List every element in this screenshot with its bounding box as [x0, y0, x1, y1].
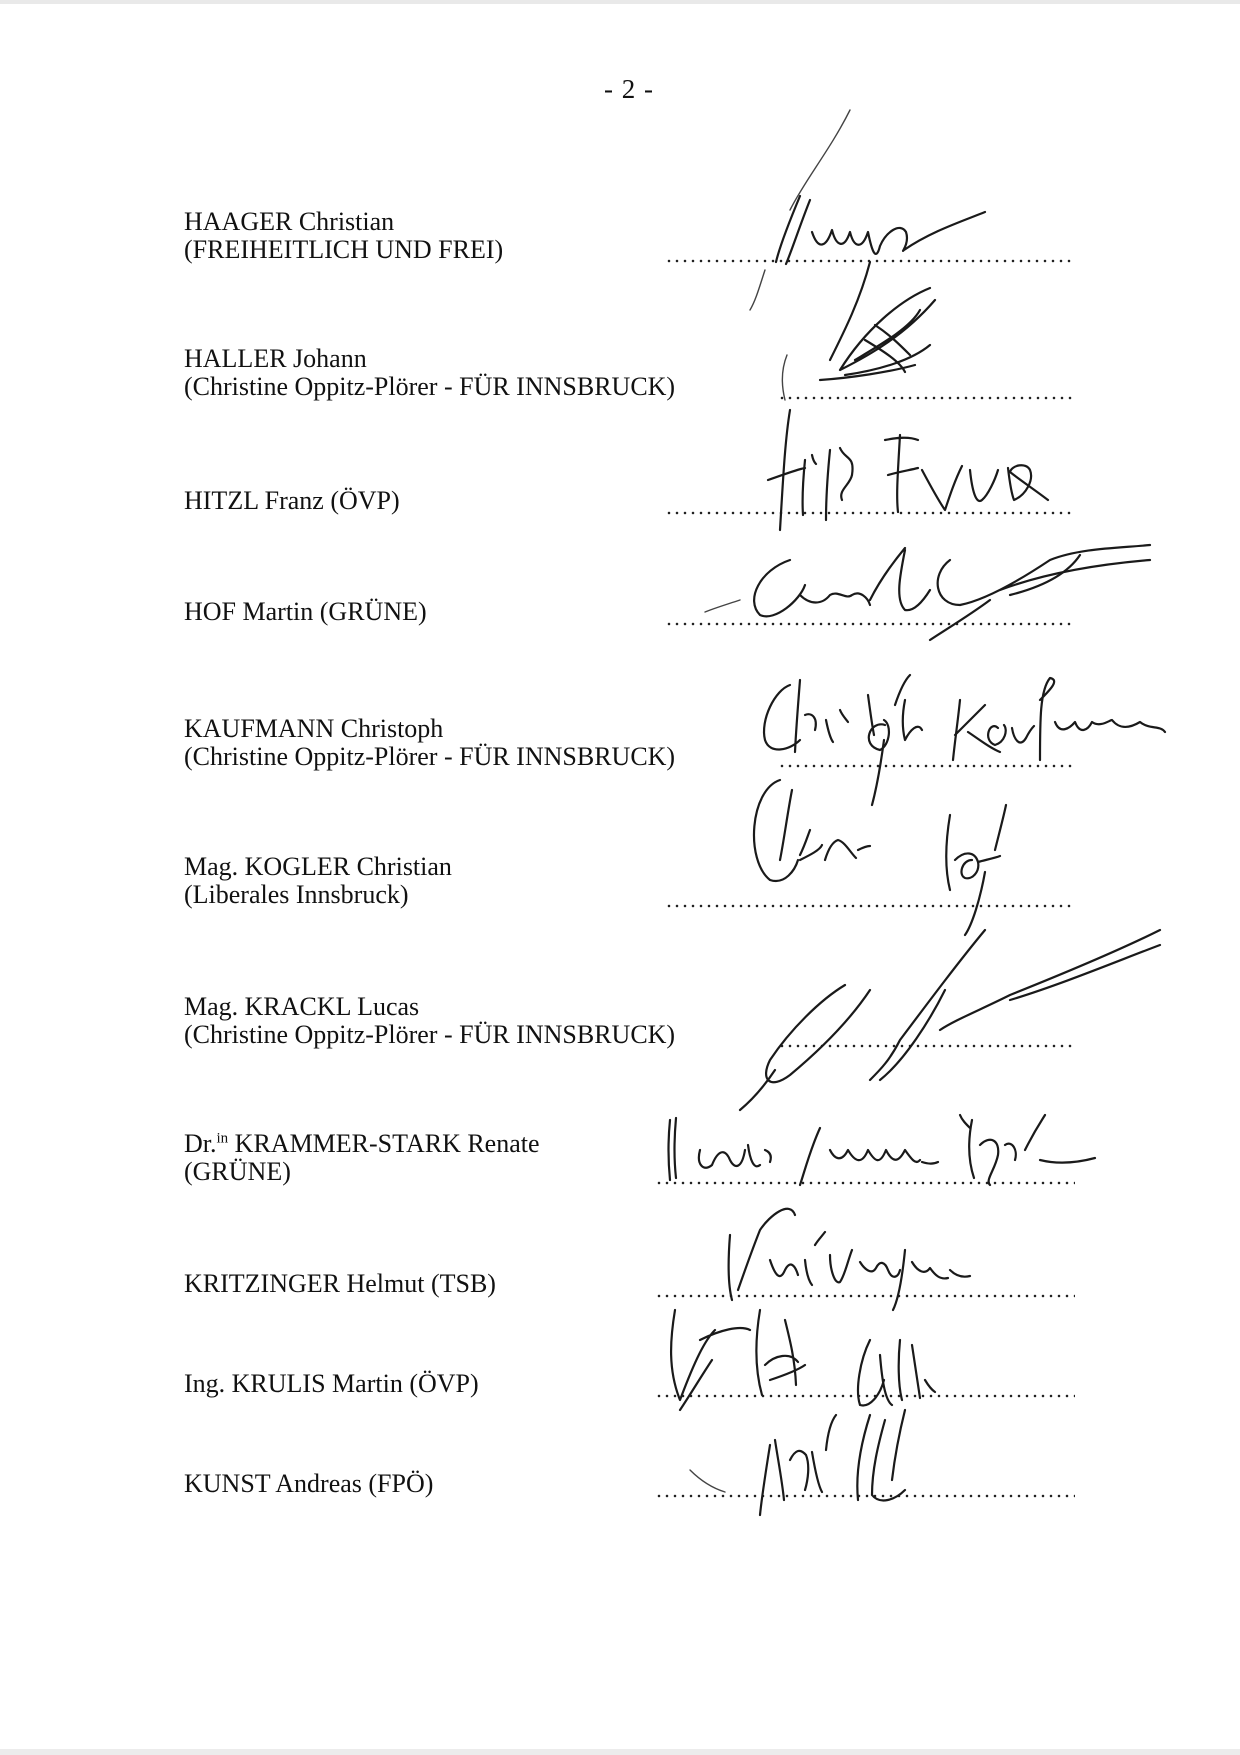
page-number: - 2 - — [604, 74, 654, 104]
signatory-entry — [184, 993, 675, 1049]
handwritten-signature-krammer-stark-icon — [669, 1115, 1096, 1185]
signature-line — [665, 259, 1075, 263]
signature-line — [655, 1181, 1075, 1185]
signatory-party: (Christine Oppitz-Plörer - FÜR INNSBRUCK) — [184, 1020, 676, 1049]
signatory-name: HAAGER Christian — [184, 207, 395, 236]
handwritten-signature-kaufmann-icon — [764, 675, 1165, 805]
signatory-entry — [184, 208, 503, 264]
signatory-party: (GRÜNE) — [184, 1157, 291, 1186]
signatory-name: KUNST Andreas (FPÖ) — [184, 1469, 434, 1498]
handwritten-signature-kogler-icon — [754, 780, 1006, 935]
signature-line — [655, 1394, 1075, 1398]
signatory-party: (Christine Oppitz-Plörer - FÜR INNSBRUCK) — [184, 372, 676, 401]
scan-top-edge — [0, 0, 1240, 4]
signatory-entry — [184, 715, 675, 771]
signatory-name: KRITZINGER Helmut (TSB) — [184, 1269, 496, 1298]
signatory-name: Dr.$^{in}$ KRAMMER-STARK Renate — [184, 1129, 540, 1158]
signature-line — [778, 764, 1075, 768]
handwritten-signature-haager-icon — [750, 110, 985, 360]
handwritten-signature-krackl-icon — [740, 930, 1160, 1110]
signatory-name: Ing. KRULIS Martin (ÖVP) — [184, 1369, 479, 1398]
signatory-name: Mag. KRACKL Lucas — [184, 992, 420, 1021]
signatory-party: (Christine Oppitz-Plörer - FÜR INNSBRUCK) — [184, 742, 676, 771]
signatory-name: HALLER Johann — [184, 344, 367, 373]
signatory-entry — [184, 1470, 433, 1498]
signatory-entry — [184, 853, 452, 909]
signatory-party: (FREIHEITLICH UND FREI) — [184, 235, 504, 264]
signatory-name: Mag. KOGLER Christian — [184, 852, 452, 881]
signatory-entry — [184, 598, 427, 626]
signatory-entry — [184, 1130, 540, 1186]
signatory-name: HITZL Franz (ÖVP) — [184, 486, 400, 515]
signature-line — [778, 396, 1075, 400]
signature-line — [665, 904, 1075, 908]
signatory-entry — [184, 487, 400, 515]
signatory-party: (Liberales Innsbruck) — [184, 880, 409, 909]
signatory-name: HOF Martin (GRÜNE) — [184, 597, 427, 626]
scan-bottom-edge — [0, 1749, 1240, 1755]
signature-line — [655, 1494, 1075, 1498]
handwritten-signature-haller-icon — [782, 288, 935, 400]
signatory-name: KAUFMANN Christoph — [184, 714, 444, 743]
signature-line — [655, 1294, 1075, 1298]
signatory-entry — [184, 1370, 479, 1398]
signature-line — [665, 511, 1075, 515]
signature-line — [665, 622, 1075, 626]
handwritten-signature-kunst-icon — [690, 1410, 905, 1515]
signatory-entry — [184, 345, 675, 401]
signature-line — [778, 1044, 1075, 1048]
signatory-entry — [184, 1270, 496, 1298]
